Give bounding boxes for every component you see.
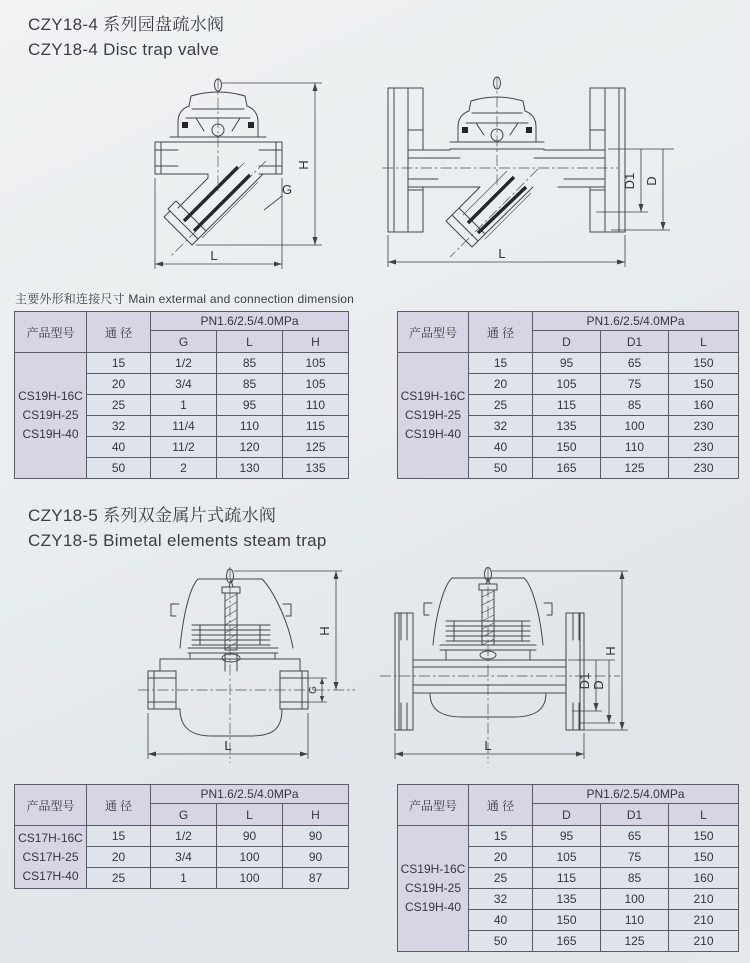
table-cell: 1 bbox=[151, 395, 217, 416]
dim-label-L: L bbox=[484, 738, 492, 753]
table-cell: 65 bbox=[601, 826, 669, 847]
drawing-disc-trap-flanged bbox=[368, 75, 693, 273]
dimension-lines bbox=[395, 571, 628, 759]
table-cell: 100 bbox=[217, 847, 283, 868]
col-header-L: L bbox=[669, 331, 739, 353]
table-cell: 1 bbox=[151, 868, 217, 889]
product-model: CS19H-16C bbox=[400, 389, 466, 403]
table-cell: 135 bbox=[283, 458, 349, 479]
dim-label-L: L bbox=[210, 248, 218, 263]
table-body bbox=[15, 826, 349, 889]
table-cell: 40 bbox=[469, 437, 533, 458]
dimension-caption: 主要外形和连接尺寸 Main extermal and connection dimension bbox=[15, 292, 355, 306]
table-cell: 95 bbox=[533, 353, 601, 374]
table-body bbox=[15, 353, 349, 479]
table-cell: 100 bbox=[217, 868, 283, 889]
table-cell: 105 bbox=[533, 847, 601, 868]
table-cell: 150 bbox=[669, 826, 739, 847]
dim-label-H: H bbox=[296, 160, 311, 170]
table-cell: 105 bbox=[533, 374, 601, 395]
table-cell: 210 bbox=[669, 910, 739, 931]
table-cell: 11/2 bbox=[151, 437, 217, 458]
table-cell: 15 bbox=[469, 826, 533, 847]
table-cell: 85 bbox=[601, 868, 669, 889]
col-header-pn: PN1.6/2.5/4.0MPa bbox=[151, 785, 349, 804]
table-cell: 120 bbox=[217, 437, 283, 458]
table-cell: 40 bbox=[87, 437, 151, 458]
table-cell: 90 bbox=[283, 826, 349, 847]
drawing-disc-trap-threaded bbox=[130, 75, 355, 273]
table-cell: 25 bbox=[469, 868, 533, 889]
table-cell: 15 bbox=[87, 826, 151, 847]
section1-title-en: CZY18-4 Disc trap valve bbox=[28, 40, 220, 59]
table-cell: 75 bbox=[601, 374, 669, 395]
col-header-D: D bbox=[533, 804, 601, 826]
table-cell: 210 bbox=[669, 889, 739, 910]
product-model: CS19H-25 bbox=[404, 408, 462, 422]
table-cell: 110 bbox=[601, 910, 669, 931]
section1-title-block bbox=[28, 12, 224, 62]
col-header-dn: 通 径 bbox=[469, 312, 533, 353]
table-cell: 65 bbox=[601, 353, 669, 374]
table-row bbox=[398, 353, 739, 374]
col-header-model: 产品型号 bbox=[398, 312, 469, 353]
dim-label-D: D bbox=[591, 680, 606, 690]
dim-label-H: H bbox=[603, 646, 618, 656]
table-cell: 90 bbox=[217, 826, 283, 847]
product-model: CS19H-16C bbox=[400, 862, 466, 876]
dim-label-G: G bbox=[281, 182, 293, 197]
col-header-dn: 通 径 bbox=[87, 785, 151, 826]
table-cell: 50 bbox=[87, 458, 151, 479]
dimension-lines bbox=[148, 571, 342, 759]
dim-label-D1: D1 bbox=[577, 672, 592, 690]
table-cell: 160 bbox=[669, 395, 739, 416]
table-cell: 130 bbox=[217, 458, 283, 479]
table-cell: 110 bbox=[217, 416, 283, 437]
table-cell: 15 bbox=[87, 353, 151, 374]
col-header-dn: 通 径 bbox=[469, 785, 533, 826]
product-model: CS17H-25 bbox=[22, 849, 79, 864]
product-model: CS17H-40 bbox=[22, 868, 79, 883]
product-model-cell bbox=[398, 826, 469, 952]
col-header-D: D bbox=[533, 331, 601, 353]
table-cell: 15 bbox=[469, 353, 533, 374]
table-disc-threaded bbox=[14, 311, 349, 479]
product-model: CS17H-16C bbox=[18, 830, 83, 845]
col-header-pn: PN1.6/2.5/4.0MPa bbox=[533, 785, 739, 804]
table-cell: 2 bbox=[151, 458, 217, 479]
product-model: CS19H-40 bbox=[404, 900, 462, 914]
table-cell: 85 bbox=[601, 395, 669, 416]
table-cell: 20 bbox=[469, 374, 533, 395]
table-cell: 32 bbox=[469, 416, 533, 437]
table-cell: 32 bbox=[469, 889, 533, 910]
table-cell: 95 bbox=[217, 395, 283, 416]
table-body bbox=[398, 826, 739, 952]
table-cell: 11/4 bbox=[151, 416, 217, 437]
dim-label-D: D bbox=[644, 176, 659, 186]
table-cell: 100 bbox=[601, 889, 669, 910]
section1-title-zh: CZY18-4 系列园盘疏水阀 bbox=[28, 15, 225, 34]
dim-label-G: G bbox=[308, 686, 319, 694]
table-cell: 115 bbox=[533, 395, 601, 416]
table-row bbox=[398, 826, 739, 847]
table-cell: 90 bbox=[283, 847, 349, 868]
col-header-L: L bbox=[217, 804, 283, 826]
table-row bbox=[15, 826, 349, 847]
table-cell: 125 bbox=[601, 931, 669, 952]
table-body bbox=[398, 353, 739, 479]
table-cell: 87 bbox=[283, 868, 349, 889]
section2-title-block bbox=[28, 503, 327, 553]
table-cell: 105 bbox=[283, 374, 349, 395]
table-cell: 135 bbox=[533, 416, 601, 437]
table-cell: 3/4 bbox=[151, 847, 217, 868]
dim-label-L: L bbox=[498, 246, 506, 261]
product-model-cell bbox=[398, 353, 469, 479]
table-cell: 50 bbox=[469, 931, 533, 952]
col-header-G: G bbox=[151, 331, 217, 353]
table-cell: 110 bbox=[601, 437, 669, 458]
table-cell: 100 bbox=[601, 416, 669, 437]
table-cell: 110 bbox=[283, 395, 349, 416]
table-cell: 25 bbox=[87, 868, 151, 889]
col-header-L: L bbox=[217, 331, 283, 353]
col-header-model: 产品型号 bbox=[15, 312, 87, 353]
col-header-pn: PN1.6/2.5/4.0MPa bbox=[151, 312, 349, 331]
drawing-bimetal-trap-flanged bbox=[368, 563, 693, 768]
table-bimetal-threaded bbox=[14, 784, 349, 889]
col-header-pn: PN1.6/2.5/4.0MPa bbox=[533, 312, 739, 331]
table-cell: 20 bbox=[87, 847, 151, 868]
dimension-lines bbox=[155, 83, 322, 269]
table-cell: 85 bbox=[217, 353, 283, 374]
col-header-D1: D1 bbox=[601, 804, 669, 826]
col-header-model: 产品型号 bbox=[15, 785, 87, 826]
col-header-D1: D1 bbox=[601, 331, 669, 353]
table-cell: 135 bbox=[533, 889, 601, 910]
table-cell: 150 bbox=[669, 353, 739, 374]
table-cell: 115 bbox=[533, 868, 601, 889]
table-cell: 160 bbox=[669, 868, 739, 889]
col-header-H: H bbox=[283, 331, 349, 353]
product-model: CS19H-25 bbox=[22, 408, 79, 422]
section2-title-zh: CZY18-5 系列双金属片式疏水阀 bbox=[28, 506, 277, 525]
col-header-model: 产品型号 bbox=[398, 785, 469, 826]
table-bimetal-flanged bbox=[397, 784, 739, 952]
col-header-L: L bbox=[669, 804, 739, 826]
table-cell: 1/2 bbox=[151, 353, 217, 374]
table-cell: 165 bbox=[533, 931, 601, 952]
product-model: CS19H-40 bbox=[22, 427, 79, 441]
table-cell: 20 bbox=[469, 847, 533, 868]
table-row bbox=[15, 353, 349, 374]
table-cell: 150 bbox=[533, 910, 601, 931]
product-model-cell bbox=[15, 353, 87, 479]
dimension-lines bbox=[388, 149, 674, 267]
table-disc-flanged bbox=[397, 311, 739, 479]
table-cell: 40 bbox=[469, 910, 533, 931]
col-header-H: H bbox=[283, 804, 349, 826]
table-cell: 230 bbox=[669, 458, 739, 479]
table-cell: 75 bbox=[601, 847, 669, 868]
section2-title-en: CZY18-5 Bimetal elements steam trap bbox=[28, 531, 327, 550]
dim-label-H: H bbox=[317, 626, 332, 636]
product-model: CS19H-40 bbox=[404, 427, 462, 441]
dim-label-L: L bbox=[224, 738, 232, 753]
col-header-dn: 通 径 bbox=[87, 312, 151, 353]
table-cell: 25 bbox=[87, 395, 151, 416]
table-cell: 3/4 bbox=[151, 374, 217, 395]
table-cell: 150 bbox=[669, 374, 739, 395]
product-model: CS19H-25 bbox=[404, 881, 462, 895]
table-cell: 150 bbox=[533, 437, 601, 458]
table-cell: 105 bbox=[283, 353, 349, 374]
table-cell: 25 bbox=[469, 395, 533, 416]
table-cell: 115 bbox=[283, 416, 349, 437]
dim-label-D1: D1 bbox=[622, 172, 637, 190]
table-cell: 50 bbox=[469, 458, 533, 479]
product-model-cell bbox=[15, 826, 87, 889]
table-cell: 95 bbox=[533, 826, 601, 847]
table-cell: 165 bbox=[533, 458, 601, 479]
table-cell: 125 bbox=[601, 458, 669, 479]
table-cell: 210 bbox=[669, 931, 739, 952]
drawing-bimetal-trap-threaded bbox=[130, 563, 365, 768]
col-header-G: G bbox=[151, 804, 217, 826]
product-model: CS19H-16C bbox=[18, 389, 83, 403]
table-cell: 85 bbox=[217, 374, 283, 395]
table-cell: 230 bbox=[669, 437, 739, 458]
table-cell: 1/2 bbox=[151, 826, 217, 847]
table-cell: 125 bbox=[283, 437, 349, 458]
table-cell: 230 bbox=[669, 416, 739, 437]
table-cell: 32 bbox=[87, 416, 151, 437]
table-cell: 20 bbox=[87, 374, 151, 395]
table-cell: 150 bbox=[669, 847, 739, 868]
